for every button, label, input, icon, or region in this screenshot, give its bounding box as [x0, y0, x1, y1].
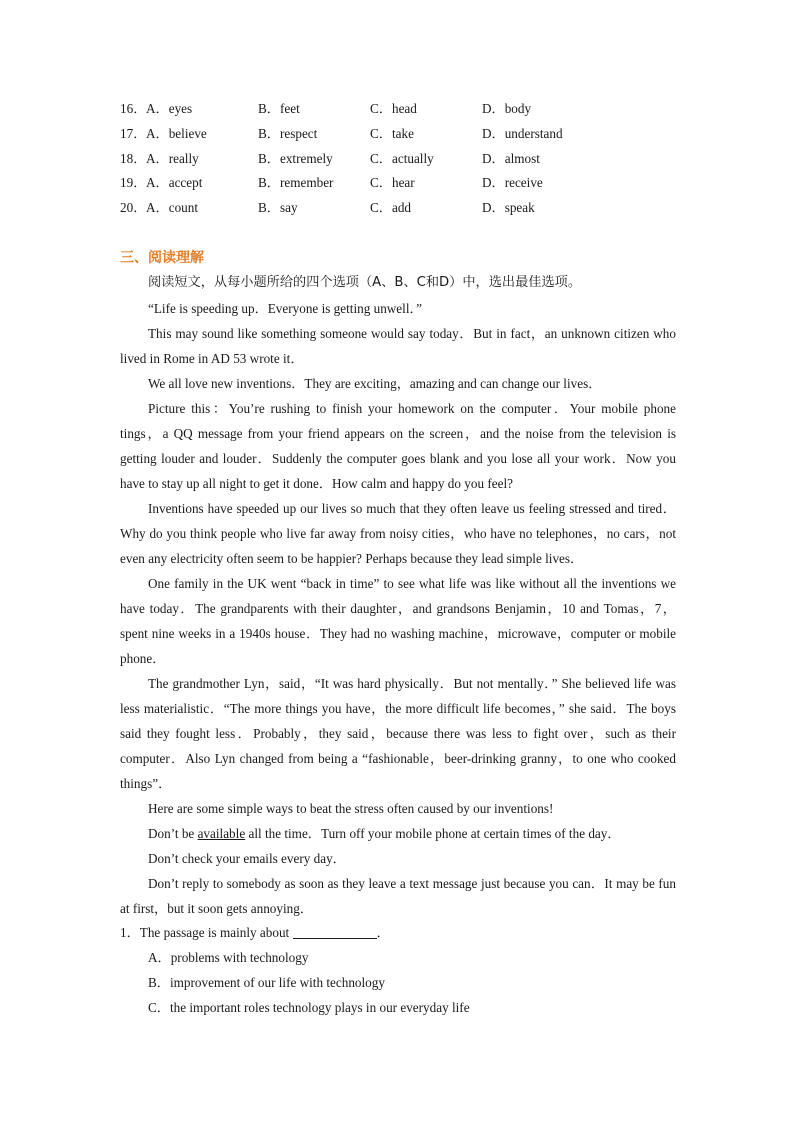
answer-option-c: C．the important roles technology plays in our everyday life — [148, 1000, 470, 1015]
option-a: A．count — [146, 200, 199, 216]
option-b: B．respect — [258, 125, 318, 141]
passage-paragraph: “Life is speeding up．Everyone is getting unwell．” — [148, 301, 422, 316]
option-d: D．almost — [482, 150, 540, 166]
option-c: C．actually — [370, 150, 434, 166]
passage-paragraph: Picture this：You’re rushing to finish your homework on the computer．Your mobile phone tings，a QQ message from your friend appears on the screen，and the noise from the television is getting louder and louder．Suddenly the computer goes blank and you lose all your work．Now you have to stay up all night to get it done．How calm and happy do you feel? — [120, 401, 676, 491]
choice-row — [120, 122, 680, 147]
question-number: 16． — [120, 101, 147, 116]
underlined-word: available — [197, 826, 246, 841]
choice-row — [120, 196, 680, 221]
question-number: 20． — [120, 200, 147, 216]
option-d: D．receive — [482, 175, 543, 191]
section-title: 三、阅读理解 — [120, 250, 204, 266]
option-d: D．understand — [482, 125, 563, 141]
passage-paragraph: Don’t reply to somebody as soon as they leave a text message just because you can．It may be fun at first，but it soon gets annoying． — [120, 876, 676, 916]
option-c: C．take — [370, 125, 414, 141]
passage-paragraph: Don’t check your emails every day． — [148, 851, 346, 866]
reading-passage — [120, 296, 676, 921]
option-c: C．add — [370, 200, 412, 216]
choice-row — [120, 171, 680, 196]
passage-paragraph — [120, 821, 676, 846]
answer-option-a: A．problems with technology — [148, 950, 309, 965]
option-c: C．hear — [370, 175, 415, 191]
option-d: D．body — [482, 101, 532, 116]
question-text-end: ． — [376, 925, 390, 940]
option-b: B．feet — [258, 101, 300, 116]
option-c: C．head — [370, 101, 417, 116]
passage-paragraph: This may sound like something someone would say today．But in fact，an unknown citizen who lived in Rome in AD 53 wrote it． — [120, 326, 676, 366]
passage-paragraph: One family in the UK went “back in time” to see what life was like without all the inventions we have today．The grandparents with their daughter，and grandsons Benjamin，10 and Tomas，7，spent nine weeks in a 1940s house．They had no washing machine，microwave，computer or mobile phone． — [120, 576, 676, 666]
choice-row — [120, 147, 680, 172]
choice-row — [120, 97, 680, 122]
answer-option-b: B．improvement of our life with technology — [148, 975, 385, 990]
question-number: 17． — [120, 125, 147, 141]
answer-blank — [293, 924, 377, 939]
section-instruction: 阅读短文，从每小题所给的四个选项（A、B、C和D）中，选出最佳选项。 — [148, 275, 582, 290]
text-run: Don’t be — [148, 826, 198, 841]
question-stem — [120, 920, 680, 945]
text-run: all the time．Turn off your mobile phone at certain times of the day． — [245, 826, 621, 841]
passage-paragraph: Inventions have speeded up our lives so much that they often leave us feeling stressed and tired．Why do you think people who live far away from noisy cities，who have no telephones，no cars，not even any electricity often seem to be happier? Perhaps because they lead simple lives． — [120, 501, 676, 566]
question-text: 1．The passage is mainly about — [120, 925, 290, 940]
option-a: A．accept — [146, 175, 203, 191]
question-number: 19． — [120, 175, 147, 191]
option-b: B．extremely — [258, 150, 333, 166]
option-a: A．believe — [146, 125, 207, 141]
question-number: 18． — [120, 150, 147, 166]
passage-paragraph: We all love new inventions．They are exciting，amazing and can change our lives． — [148, 376, 602, 391]
passage-paragraph: Here are some simple ways to beat the stress often caused by our inventions! — [148, 801, 554, 816]
option-b: B．remember — [258, 175, 334, 191]
option-b: B．say — [258, 200, 298, 216]
option-a: A．really — [146, 150, 199, 166]
option-d: D．speak — [482, 200, 535, 216]
question-1 — [120, 920, 680, 1020]
option-a: A．eyes — [146, 101, 193, 116]
passage-paragraph: The grandmother Lyn，said，“It was hard physically．But not mentally．” She believed life was less materialistic．“The more things you have，the more difficult life becomes，” she said．The boys said they fought less．Probably，they said，because there was less to fight over，such as their computer．Also Lyn changed from being a “fashionable，beer-drinking granny，to one who cooked things”． — [120, 676, 676, 791]
choice-table — [120, 97, 680, 221]
